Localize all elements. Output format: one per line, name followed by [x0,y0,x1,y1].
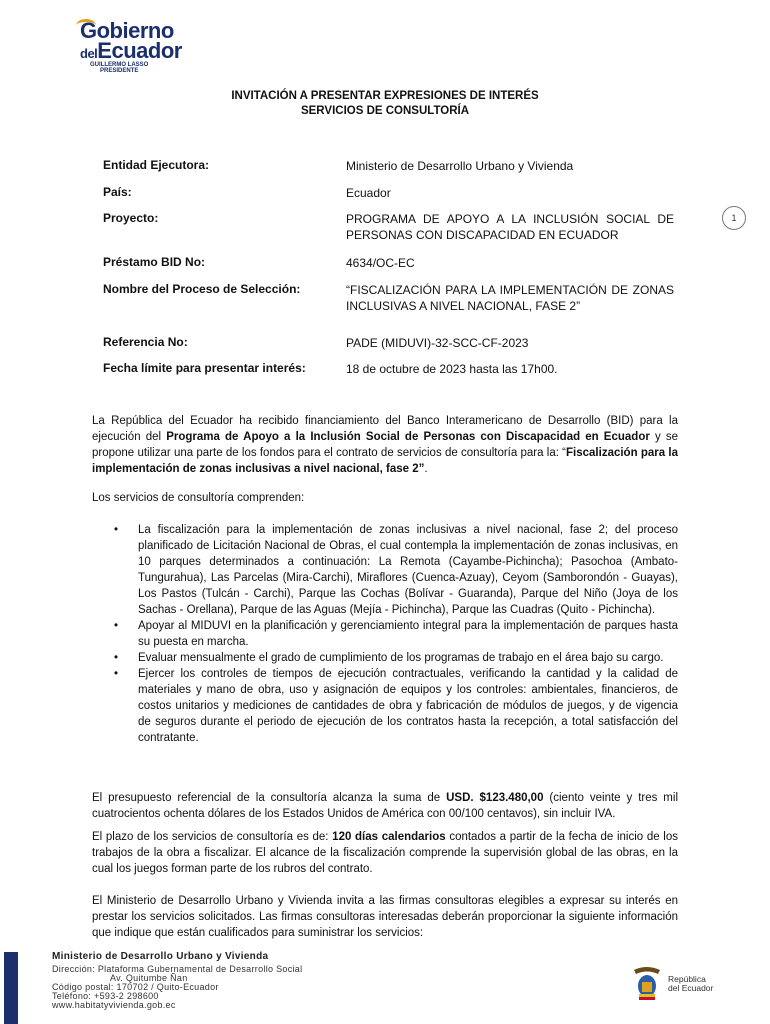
invite-paragraph: El Ministerio de Desarrollo Urbano y Vivienda invita a las firmas consultoras elegibles a expresar su interés en prestar los servicios solicitados. Las firmas consultoras interesadas deberán proporcionar la siguiente información que indique que están cualificados para suministrar los servicios: [92,895,678,939]
bullet-icon: • [114,668,119,680]
logo-line2: delEcuador [80,38,182,63]
page-number: 1 [722,206,746,230]
document-subtitle: SERVICIOS DE CONSULTORÍA [300,105,470,117]
detail-label: Referencia No: [103,335,188,349]
footer-postal: Código postal: 170702 / Quito-Ecuador [52,982,219,992]
detail-label: Entidad Ejecutora: [103,158,210,172]
logo-subtitle: GUILLERMO LASSO PRESIDENTE [90,62,149,74]
services-list [92,522,678,746]
detail-value: 4634/OC-EC [346,256,415,270]
footer-phone: Teléfono: +593-2 298600 [52,991,159,1001]
republica-del-ecuador-label: República del Ecuador [668,974,714,993]
bullet-icon: • [114,524,119,536]
detail-label: Nombre del Proceso de Selección: [103,282,301,296]
term-paragraph: El plazo de los servicios de consultoría es de: 120 días calendarios contados a partir de la fecha de inicio de los trabajos de la obra a fiscalizar. El alcance de la fiscalización comprende la supervisión global de las obras, en la cual los juegos forman parte de los rubros del contrato. [92,831,678,875]
detail-value: PADE (MIDUVI)-32-SCC-CF-2023 [346,336,529,350]
detail-label: Préstamo BID No: [103,255,206,269]
footer-bar [4,952,18,1024]
coat-of-arms-icon [630,964,664,1004]
footer-title: Ministerio de Desarrollo Urbano y Vivienda [52,951,269,962]
detail-value: 18 de octubre de 2023 hasta las 17h00. [346,362,558,376]
document-title: INVITACIÓN A PRESENTAR EXPRESIONES DE INTERÉS [231,90,539,102]
bullet-icon: • [114,652,119,664]
detail-value: Ecuador [346,186,391,200]
detail-label: País: [103,185,132,199]
list-item: • Apoyar al MIDUVI en la planificación y gerenciamiento integral para la implementación de parques hasta su puesta en marcha. [114,620,678,648]
services-heading: Los servicios de consultoría comprenden: [92,492,305,504]
intro-paragraph: La República del Ecuador ha recibido financiamiento del Banco Interamericano de Desarrollo (BID) para la ejecución del Programa de Apoyo a la Inclusión Social de Personas con Discapacidad en Ecuador y se propone utilizar una parte de los fondos para el contrato de servicios de consultoría para la: “Fiscalización para la implementación de zonas inclusivas a nivel nacional, fase 2”. [92,415,678,475]
detail-value: Ministerio de Desarrollo Urbano y Vivienda [346,159,574,173]
detail-label: Fecha límite para presentar interés: [103,361,306,375]
footer-website: www.habitatyvivienda.gob.ec [52,1000,176,1010]
footer-address: Dirección: Plataforma Gubernamental de Desarrollo Social [52,964,303,974]
detail-value: PROGRAMA DE APOYO A LA INCLUSIÓN SOCIAL DE PERSONAS CON DISCAPACIDAD EN ECUADOR [346,212,674,242]
logo-line1: Gobierno [80,18,174,43]
bullet-icon: • [114,620,119,632]
list-item: • Evaluar mensualmente el grado de cumplimiento de los programas de trabajo en el área bajo su cargo. [114,652,664,664]
detail-label: Proyecto: [103,211,159,225]
list-item: • Ejercer los controles de tiempos de ejecución contractuales, verificando la cantidad y la calidad de materiales y mano de obra, uso y asignación de equipos y los controles: ambientales, financieros, de costos unitarios y mediciones de cantidades de obra y fabricación de módulos de juegos, y de vigencia de seguros durante el periodo de ejecución de los contratos hasta la recepción, a total satisfacción del contratante. [114,668,678,744]
budget-paragraph: El presupuesto referencial de la consultoría alcanza la suma de USD. $123.480,00 (ciento veinte y tres mil cuatrocientos ochenta dólares de los Estados Unidos de América con 00/100 centavos), sin incluir IVA. [92,792,678,820]
footer-address-line2: Av. Quitumbe Ñan [110,973,188,983]
government-logo [70,16,200,72]
detail-value: “FISCALIZACIÓN PARA LA IMPLEMENTACIÓN DE ZONAS INCLUSIVAS A NIVEL NACIONAL, FASE 2” [346,283,674,313]
list-item: • La fiscalización para la implementación de zonas inclusivas a nivel nacional, fase 2; del proceso planificado de Licitación Nacional de Obras, el cual contempla la implementación de zonas inclusivas, en 10 parques determinados a continuación: La Remota (Cayambe-Pichincha); Pasochoa (Ambato-Tungurahua), Las Parcelas (Mira-Carchi), Miraflores (Cuenca-Azuay), Ceyom (Samborondón - Guayas), Los Pastos (Tulcán - Carchi), Parque las Cochas (Bolívar - Guaranda), Parque del Niño (Joya de los Sachas - Orellana), Parque de las Aguas (Mejía - Pichincha), Parque las Cuadras (Quito - Pichincha). [114,524,678,616]
